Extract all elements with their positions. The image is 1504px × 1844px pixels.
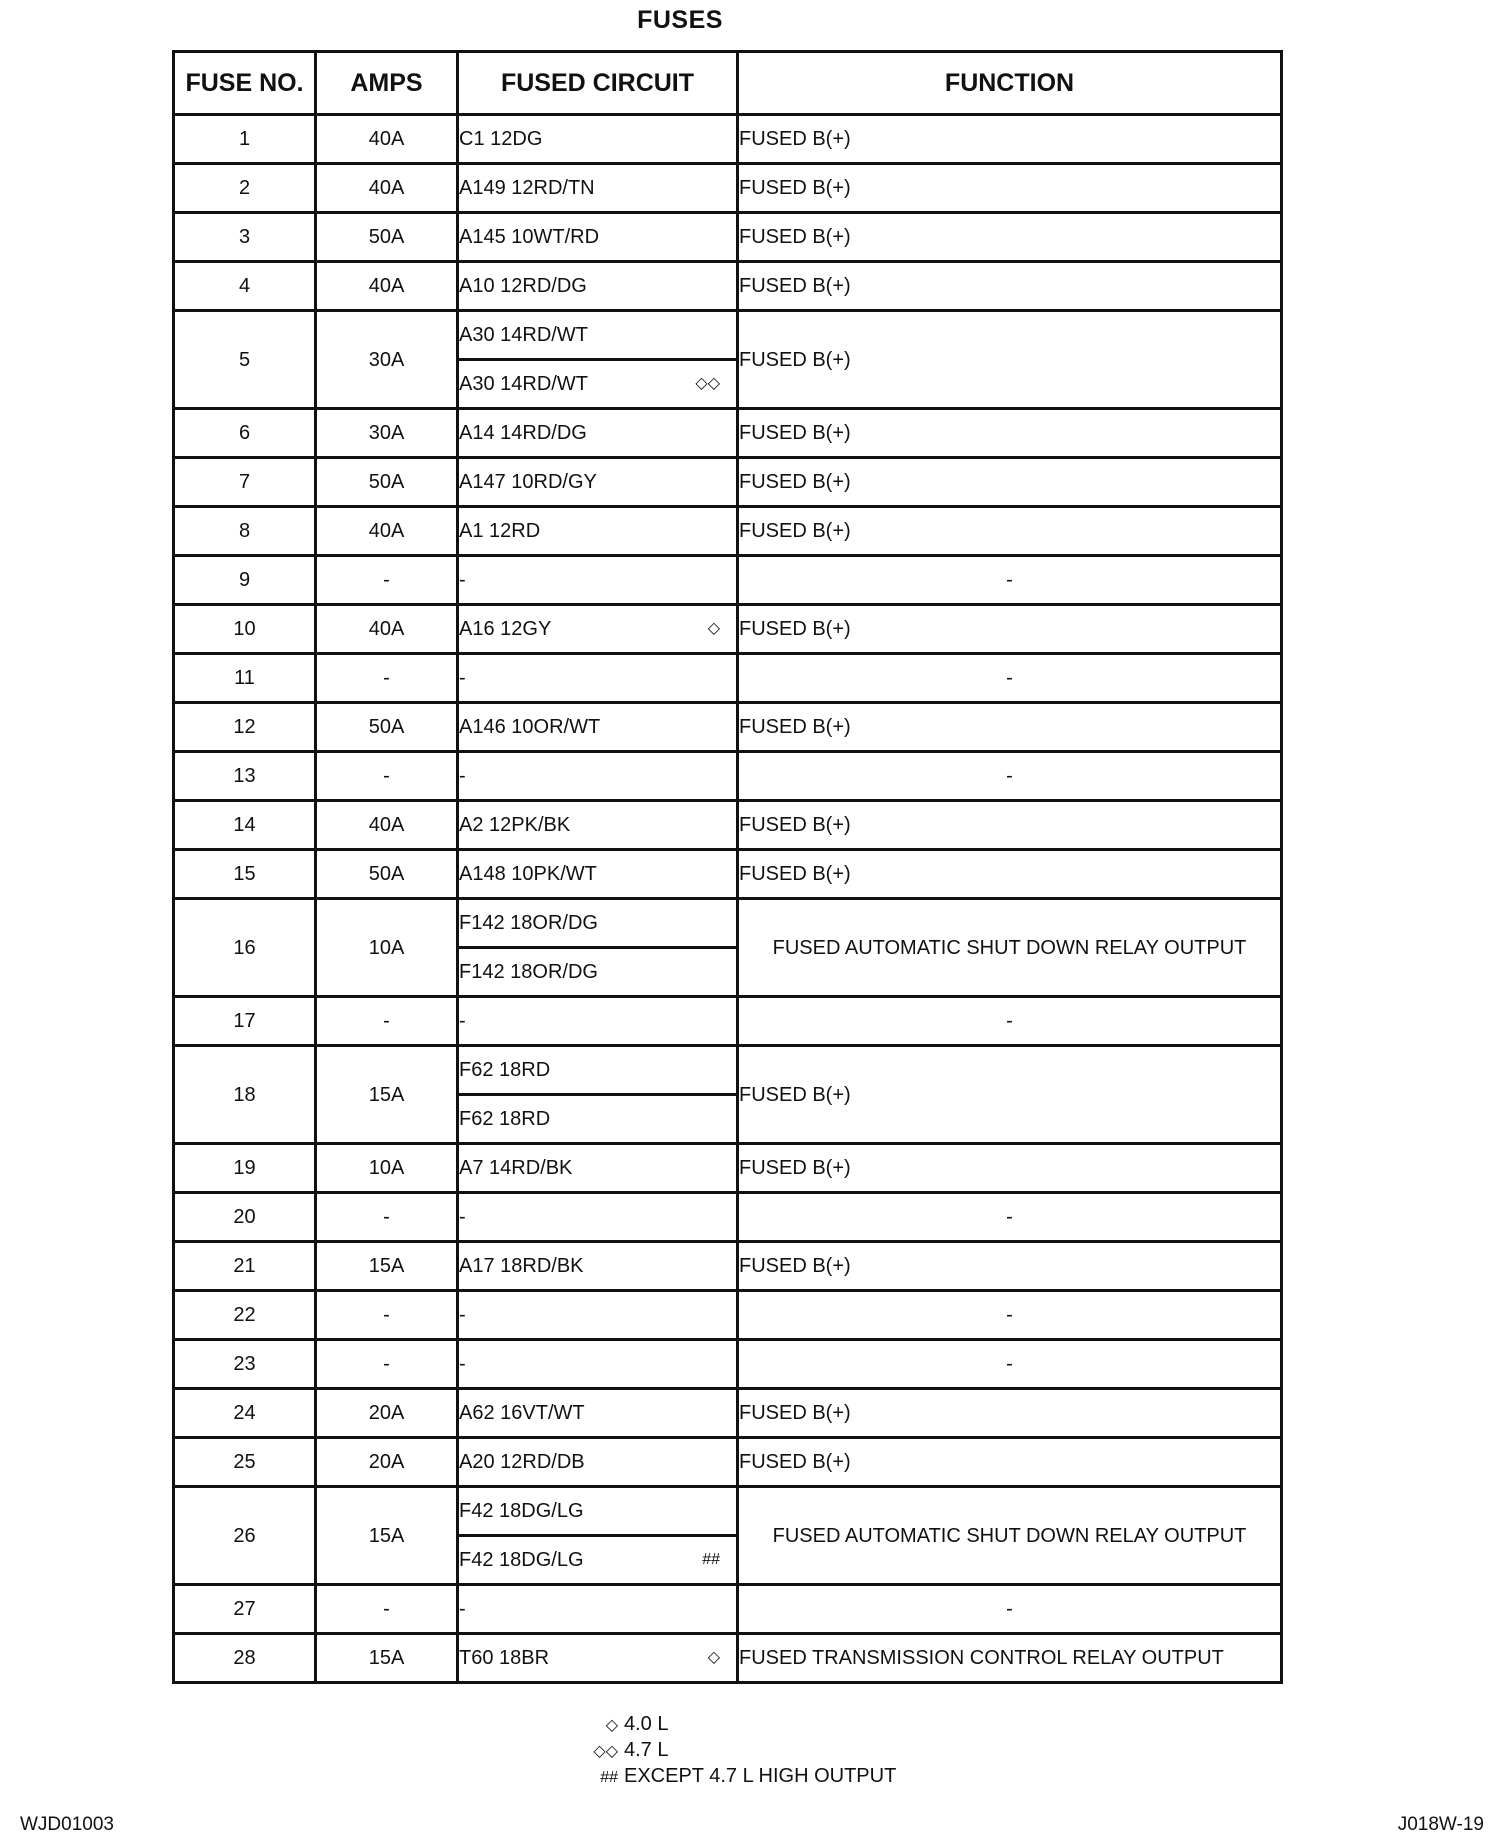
fused-circuit-cell	[458, 1193, 738, 1242]
fused-circuit-cell	[458, 605, 738, 654]
fused-circuit-cell	[458, 458, 738, 507]
header-fused-circuit: FUSED CIRCUIT	[458, 52, 738, 115]
fuse-number-cell: 16	[174, 899, 316, 997]
circuit-text: A147 10RD/GY	[459, 471, 597, 493]
amps-cell: -	[316, 997, 458, 1046]
table-row	[174, 115, 1282, 164]
table-row	[174, 507, 1282, 556]
legend-item	[584, 1764, 896, 1790]
fused-circuit-cell	[458, 1242, 738, 1291]
fused-circuit-cell	[458, 1046, 738, 1095]
table-row	[174, 654, 1282, 703]
table-row	[174, 1585, 1282, 1634]
fuse-number-cell: 15	[174, 850, 316, 899]
fuse-number-cell: 4	[174, 262, 316, 311]
circuit-text: -	[459, 765, 466, 787]
table-row	[174, 899, 1282, 948]
fuse-number-cell: 17	[174, 997, 316, 1046]
legend-symbol: ◇◇	[593, 1743, 618, 1760]
table-row	[174, 458, 1282, 507]
legend-item	[584, 1738, 896, 1764]
fused-circuit-cell	[458, 164, 738, 213]
function-cell: -	[738, 654, 1282, 703]
function-cell: -	[738, 1585, 1282, 1634]
function-cell: -	[738, 752, 1282, 801]
fused-circuit-cell	[458, 556, 738, 605]
amps-cell: 40A	[316, 164, 458, 213]
fused-circuit-cell	[458, 115, 738, 164]
fused-circuit-cell	[458, 654, 738, 703]
fused-circuit-cell	[458, 752, 738, 801]
fused-circuit-cell	[458, 1536, 738, 1585]
amps-cell: 30A	[316, 409, 458, 458]
amps-cell: 50A	[316, 213, 458, 262]
function-cell: -	[738, 1193, 1282, 1242]
amps-cell: 10A	[316, 1144, 458, 1193]
fuse-number-cell: 23	[174, 1340, 316, 1389]
table-row	[174, 164, 1282, 213]
function-cell: FUSED B(+)	[738, 605, 1282, 654]
function-cell: -	[738, 1291, 1282, 1340]
fused-circuit-cell	[458, 899, 738, 948]
amps-cell: 50A	[316, 458, 458, 507]
fused-circuit-cell	[458, 1144, 738, 1193]
legend-symbol: ◇	[605, 1717, 618, 1734]
fused-circuit-cell	[458, 360, 738, 409]
amps-cell: 40A	[316, 605, 458, 654]
fuse-number-cell: 5	[174, 311, 316, 409]
circuit-text: -	[459, 1304, 466, 1326]
circuit-text: A2 12PK/BK	[459, 814, 571, 836]
fuse-number-cell: 25	[174, 1438, 316, 1487]
fuse-number-cell: 2	[174, 164, 316, 213]
legend-text: EXCEPT 4.7 L HIGH OUTPUT	[624, 1765, 897, 1787]
fuse-number-cell: 24	[174, 1389, 316, 1438]
function-cell: FUSED B(+)	[738, 1046, 1282, 1144]
function-cell: -	[738, 1340, 1282, 1389]
amps-cell: 20A	[316, 1389, 458, 1438]
table-header-row	[174, 52, 1282, 115]
fused-circuit-cell	[458, 1095, 738, 1144]
circuit-text: F62 18RD	[459, 1108, 551, 1130]
fused-circuit-cell	[458, 850, 738, 899]
circuit-text: C1 12DG	[459, 128, 543, 150]
fused-circuit-cell	[458, 507, 738, 556]
fused-circuit-cell	[458, 1389, 738, 1438]
function-cell: -	[738, 997, 1282, 1046]
amps-cell: -	[316, 556, 458, 605]
circuit-marker: ◇	[707, 1649, 720, 1666]
circuit-text: A1 12RD	[459, 520, 541, 542]
function-cell: FUSED B(+)	[738, 703, 1282, 752]
function-cell: FUSED B(+)	[738, 1438, 1282, 1487]
fuse-number-cell: 7	[174, 458, 316, 507]
circuit-text: A146 10OR/WT	[459, 716, 601, 738]
circuit-marker: ◇	[707, 620, 720, 637]
circuit-text: -	[459, 1010, 466, 1032]
circuit-text: F42 18DG/LG	[459, 1549, 584, 1571]
table-row	[174, 1193, 1282, 1242]
fuse-table-body	[174, 115, 1282, 1683]
circuit-marker: ##	[702, 1551, 720, 1568]
table-row	[174, 850, 1282, 899]
fuse-number-cell: 20	[174, 1193, 316, 1242]
amps-cell: 20A	[316, 1438, 458, 1487]
table-row	[174, 311, 1282, 360]
legend-text: 4.7 L	[624, 1739, 669, 1761]
circuit-text: A16 12GY	[459, 618, 552, 640]
amps-cell: 40A	[316, 801, 458, 850]
fused-circuit-cell	[458, 1340, 738, 1389]
page-title: FUSES	[637, 6, 723, 34]
table-row	[174, 1046, 1282, 1095]
function-cell: -	[738, 556, 1282, 605]
fuse-number-cell: 18	[174, 1046, 316, 1144]
function-cell: FUSED B(+)	[738, 262, 1282, 311]
header-fuse-no: FUSE NO.	[174, 52, 316, 115]
fuse-number-cell: 26	[174, 1487, 316, 1585]
fused-circuit-cell	[458, 1585, 738, 1634]
circuit-text: -	[459, 1598, 466, 1620]
circuit-text: A30 14RD/WT	[459, 324, 588, 346]
table-row	[174, 801, 1282, 850]
fused-circuit-cell	[458, 1634, 738, 1683]
circuit-text: A149 12RD/TN	[459, 177, 595, 199]
fuse-number-cell: 11	[174, 654, 316, 703]
fused-circuit-cell	[458, 1487, 738, 1536]
circuit-text: A10 12RD/DG	[459, 275, 587, 297]
circuit-text: A30 14RD/WT	[459, 373, 588, 395]
amps-cell: -	[316, 1340, 458, 1389]
header-amps: AMPS	[316, 52, 458, 115]
fused-circuit-cell	[458, 703, 738, 752]
circuit-text: F142 18OR/DG	[459, 912, 598, 934]
amps-cell: 40A	[316, 262, 458, 311]
function-cell: FUSED B(+)	[738, 458, 1282, 507]
amps-cell: 15A	[316, 1634, 458, 1683]
function-cell: FUSED B(+)	[738, 507, 1282, 556]
fuse-number-cell: 13	[174, 752, 316, 801]
circuit-text: -	[459, 667, 466, 689]
fused-circuit-cell	[458, 1438, 738, 1487]
amps-cell: 40A	[316, 115, 458, 164]
amps-cell: -	[316, 654, 458, 703]
circuit-text: T60 18BR	[459, 1647, 550, 1669]
table-row	[174, 997, 1282, 1046]
fuse-number-cell: 10	[174, 605, 316, 654]
table-row	[174, 1389, 1282, 1438]
circuit-text: -	[459, 1353, 466, 1375]
table-row	[174, 262, 1282, 311]
legend-item	[584, 1712, 896, 1738]
fused-circuit-cell	[458, 409, 738, 458]
fused-circuit-cell	[458, 1291, 738, 1340]
amps-cell: 10A	[316, 899, 458, 997]
fuse-number-cell: 1	[174, 115, 316, 164]
table-row	[174, 1438, 1282, 1487]
amps-cell: 15A	[316, 1046, 458, 1144]
function-cell: FUSED AUTOMATIC SHUT DOWN RELAY OUTPUT	[738, 899, 1282, 997]
table-row	[174, 556, 1282, 605]
function-cell: FUSED B(+)	[738, 850, 1282, 899]
table-row	[174, 1487, 1282, 1536]
fused-circuit-cell	[458, 213, 738, 262]
circuit-text: F142 18OR/DG	[459, 961, 598, 983]
fuse-number-cell: 19	[174, 1144, 316, 1193]
legend	[584, 1712, 896, 1790]
function-cell: FUSED B(+)	[738, 1389, 1282, 1438]
table-row	[174, 1634, 1282, 1683]
function-cell: FUSED B(+)	[738, 164, 1282, 213]
table-row	[174, 1242, 1282, 1291]
fused-circuit-cell	[458, 997, 738, 1046]
circuit-marker: ◇◇	[695, 375, 720, 392]
fuse-number-cell: 27	[174, 1585, 316, 1634]
table-row	[174, 409, 1282, 458]
function-cell: FUSED B(+)	[738, 213, 1282, 262]
amps-cell: 50A	[316, 703, 458, 752]
fuse-number-cell: 14	[174, 801, 316, 850]
function-cell: FUSED B(+)	[738, 409, 1282, 458]
fuse-number-cell: 8	[174, 507, 316, 556]
circuit-text: A145 10WT/RD	[459, 226, 600, 248]
figure-code-right: J018W-19	[1397, 1814, 1484, 1835]
amps-cell: 50A	[316, 850, 458, 899]
function-cell: FUSED B(+)	[738, 801, 1282, 850]
table-row	[174, 605, 1282, 654]
amps-cell: 30A	[316, 311, 458, 409]
fused-circuit-cell	[458, 801, 738, 850]
function-cell: FUSED AUTOMATIC SHUT DOWN RELAY OUTPUT	[738, 1487, 1282, 1585]
function-cell: FUSED B(+)	[738, 1242, 1282, 1291]
amps-cell: 15A	[316, 1487, 458, 1585]
function-cell: FUSED B(+)	[738, 311, 1282, 409]
amps-cell: -	[316, 752, 458, 801]
fuse-number-cell: 9	[174, 556, 316, 605]
circuit-text: A7 14RD/BK	[459, 1157, 573, 1179]
amps-cell: 40A	[316, 507, 458, 556]
fuse-number-cell: 28	[174, 1634, 316, 1683]
figure-code-left: WJD01003	[20, 1814, 114, 1835]
fuse-number-cell: 21	[174, 1242, 316, 1291]
fuse-number-cell: 3	[174, 213, 316, 262]
header-function: FUNCTION	[738, 52, 1282, 115]
circuit-text: A20 12RD/DB	[459, 1451, 585, 1473]
amps-cell: -	[316, 1585, 458, 1634]
fuse-table	[172, 50, 1283, 1684]
function-cell: FUSED TRANSMISSION CONTROL RELAY OUTPUT	[738, 1634, 1282, 1683]
fuse-number-cell: 22	[174, 1291, 316, 1340]
table-row	[174, 752, 1282, 801]
amps-cell: 15A	[316, 1242, 458, 1291]
amps-cell: -	[316, 1193, 458, 1242]
circuit-text: -	[459, 1206, 466, 1228]
function-cell: FUSED B(+)	[738, 1144, 1282, 1193]
fused-circuit-cell	[458, 948, 738, 997]
table-row	[174, 703, 1282, 752]
fused-circuit-cell	[458, 311, 738, 360]
function-cell: FUSED B(+)	[738, 115, 1282, 164]
circuit-text: A148 10PK/WT	[459, 863, 597, 885]
circuit-text: A17 18RD/BK	[459, 1255, 584, 1277]
circuit-text: A14 14RD/DG	[459, 422, 587, 444]
table-row	[174, 1340, 1282, 1389]
circuit-text: A62 16VT/WT	[459, 1402, 585, 1424]
legend-symbol: ##	[600, 1769, 618, 1786]
circuit-text: F42 18DG/LG	[459, 1500, 584, 1522]
circuit-text: F62 18RD	[459, 1059, 551, 1081]
table-row	[174, 1144, 1282, 1193]
fused-circuit-cell	[458, 262, 738, 311]
amps-cell: -	[316, 1291, 458, 1340]
table-row	[174, 1291, 1282, 1340]
table-row	[174, 213, 1282, 262]
fuse-number-cell: 12	[174, 703, 316, 752]
legend-text: 4.0 L	[624, 1713, 669, 1735]
circuit-text: -	[459, 569, 466, 591]
fuse-number-cell: 6	[174, 409, 316, 458]
